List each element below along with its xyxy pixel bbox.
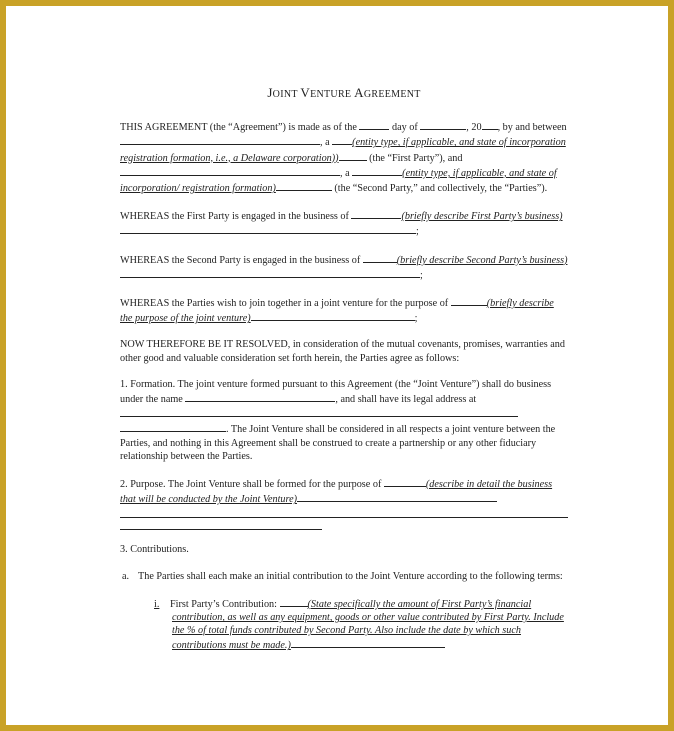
second-party-type-end-blank[interactable] — [276, 180, 332, 191]
document-page — [120, 86, 568, 653]
whereas-second-party: WHEREAS the Second Party is engaged in the business of (briefly describe Second Party’s business); — [120, 252, 568, 282]
purpose-section: 2. Purpose. The Joint Venture shall be formed for the purpose of (describe in detail the business that will be conducted by the Joint Venture) — [120, 476, 568, 530]
second-party-type-blank[interactable] — [352, 165, 402, 176]
second-party-business-line[interactable] — [120, 267, 420, 278]
intro-paragraph: THIS AGREEMENT (the “Agreement”) is made as of the day of , 20 , by and between , a (entity type, if applicable, and state of incorporation registration formation, i.e., a Delaware corporation)) (the “First Party”), and , a (entity type, if applicable, and state of incorporation/ registration formation) (the “Second Party,” and collectively, the “Parties”). — [120, 119, 568, 195]
first-party-name-blank[interactable] — [120, 134, 320, 145]
jv-purpose-line-1[interactable] — [297, 491, 497, 502]
resolved-paragraph: NOW THEREFORE BE IT RESOLVED, in consideration of the mutual covenants, promises, warranties and other good and valuable consideration set forth herein, the Parties agree as follows: — [120, 339, 565, 364]
year-blank[interactable] — [482, 119, 498, 130]
first-party-business-blank[interactable] — [351, 208, 401, 219]
first-party-type-end-blank[interactable] — [339, 150, 367, 161]
contributions-item-a: a. The Parties shall each make an initial contribution to the Joint Venture according to the following terms: — [122, 570, 563, 582]
jv-purpose-line-2[interactable] — [120, 506, 568, 518]
contributions-item-i: i. First Party’s Contribution: (State specifically the amount of First Party’s financial contribution, as well as any equipment, goods or other value contributed by First Party. Include the % of total funds contributed by Second Party. Also include the date by which such contributions must be made.) — [172, 596, 568, 653]
contributions-heading: 3. Contributions. — [120, 544, 189, 556]
legal-address-line-2[interactable] — [120, 421, 226, 432]
purpose-line[interactable] — [251, 310, 415, 321]
legal-address-blank[interactable] — [120, 406, 518, 417]
jv-purpose-blank[interactable] — [384, 476, 426, 487]
jv-name-blank[interactable] — [185, 391, 335, 402]
first-party-type-blank[interactable] — [332, 134, 352, 145]
jv-purpose-line-3[interactable] — [120, 518, 322, 530]
document-title: JOINT VENTURE AGREEMENT — [267, 85, 421, 100]
month-blank[interactable] — [420, 119, 466, 130]
whereas-purpose: WHEREAS the Parties wish to join together in a joint venture for the purpose of (briefly describe the purpose of the joint venture) ; — [120, 295, 568, 325]
second-party-business-blank[interactable] — [363, 252, 397, 263]
second-party-name-blank[interactable] — [120, 165, 340, 176]
formation-paragraph: 1. Formation. The joint venture formed pursuant to this Agreement (the “Joint Venture”) shall do business under the name , and shall have its legal address at . The Joint Venture shall be considered in all respects a joint venture between the Parties, and nothing in this Agreement shall be construed to create a partnership or any other fiduciary relationship between the Parties. — [120, 378, 556, 462]
purpose-blank[interactable] — [451, 295, 487, 306]
whereas-first-party: WHEREAS the First Party is engaged in the business of (briefly describe First Party’s business); — [120, 208, 568, 238]
first-party-contribution-blank[interactable] — [280, 596, 308, 607]
first-party-contribution-line[interactable] — [291, 637, 445, 648]
day-blank[interactable] — [359, 119, 389, 130]
first-party-business-line[interactable] — [120, 223, 416, 234]
